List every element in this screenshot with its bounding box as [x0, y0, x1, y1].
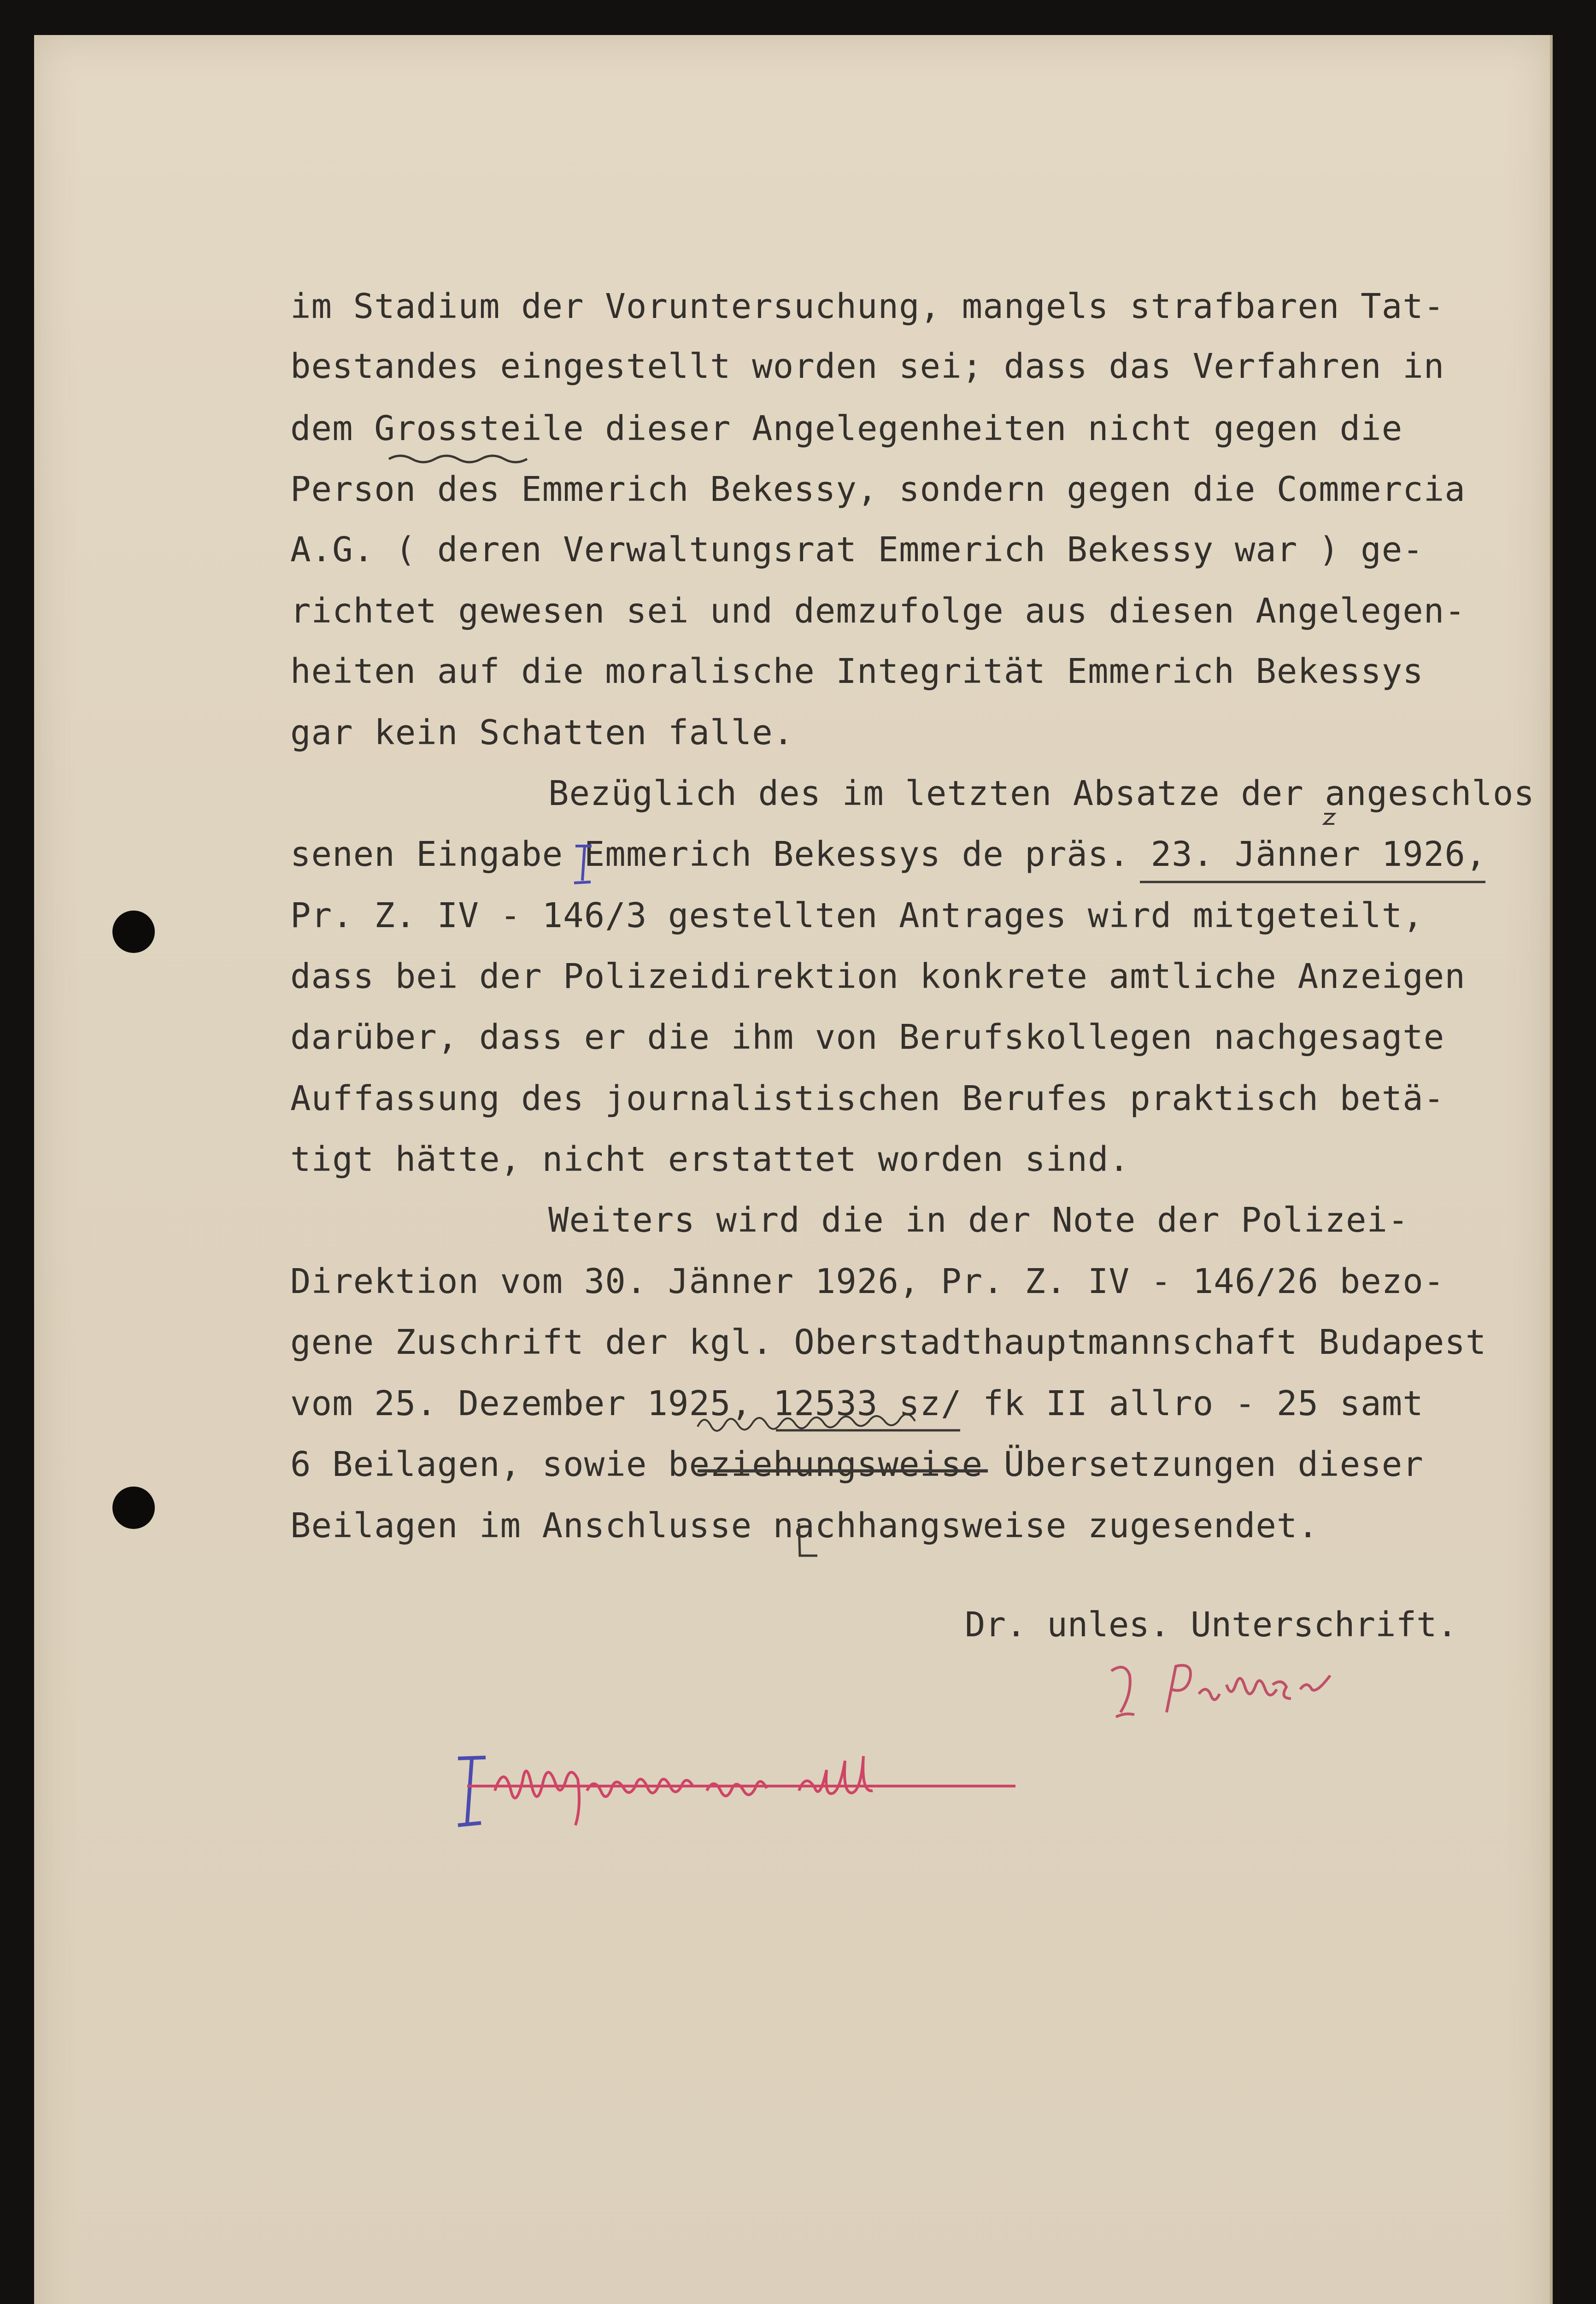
text-line: senen Eingabe Emmerich Bekessys de präs. 23. Jänner 1926, — [290, 835, 1487, 874]
signature-image — [1107, 1648, 1346, 1726]
closing-signature-line: Dr. unles. Unterschrift. — [965, 1605, 1458, 1645]
text-line: bestandes eingestellt worden sei; dass das Verfahren in — [290, 347, 1445, 386]
text-line: tigt hätte, nicht erstattet worden sind. — [290, 1140, 1130, 1179]
text-line: gar kein Schatten falle. — [290, 713, 794, 752]
text-line: dem Grossteile dieser Angelegenheiten nicht gegen die — [290, 409, 1403, 448]
typed-letter-body — [290, 35, 1553, 1546]
text-line: Person des Emmerich Bekessy, sondern gegen die Commercia — [290, 470, 1466, 509]
text-line: A.G. ( deren Verwaltungsrat Emmerich Bekessy war ) ge- — [290, 530, 1424, 570]
text-line: Direktion vom 30. Jänner 1926, Pr. Z. IV - 146/26 bezo- — [290, 1262, 1445, 1301]
text-line: dass bei der Polizeidirektion konkrete amtliche Anzeigen — [290, 957, 1466, 996]
text-line: Beilagen im Anschlusse nachhangsweise zugesendet. — [290, 1506, 1319, 1546]
text-line: vom 25. Dezember 1925, 12533 sz/ fk II allro - 25 samt — [290, 1384, 1424, 1423]
text-line: Pr. Z. IV - 146/3 gestellten Antrages wird mitgeteilt, — [290, 896, 1424, 935]
text-line: Weiters wird die in der Note der Polizei- — [548, 1200, 1409, 1240]
punch-hole-lower — [112, 1487, 155, 1529]
text-line: im Stadium der Voruntersuchung, mangels strafbaren Tat- — [290, 287, 1445, 326]
document-page — [34, 35, 1553, 2304]
text-line: gene Zuschrift der kgl. Oberstadthauptmannschaft Budapest — [290, 1322, 1487, 1362]
text-line: heiten auf die moralische Integrität Emmerich Bekessys — [290, 652, 1424, 691]
text-line: Bezüglich des im letzten Absatze der angeschlos — [548, 774, 1535, 813]
text-line: darüber, dass er die ihm von Berufskollegen nachgesagte — [290, 1017, 1445, 1057]
punch-hole-upper — [112, 911, 155, 953]
text-line: Auffassung des journalistischen Berufes praktisch betä- — [290, 1079, 1445, 1118]
red-annotation-image — [449, 1740, 1020, 1846]
text-line: richtet gewesen sei und demzufolge aus diesen Angelegen- — [290, 591, 1466, 631]
text-line: 6 Beilagen, sowie beziehungsweise Übersetzungen dieser — [290, 1445, 1424, 1484]
